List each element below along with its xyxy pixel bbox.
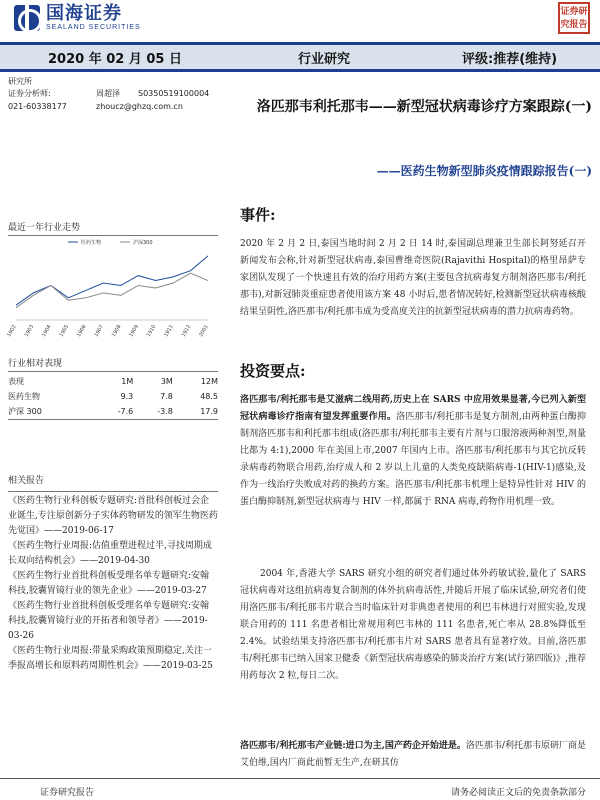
series-line-1: [16, 273, 208, 308]
point-3-bold: 洛匹那韦/利托那韦产业链:进口为主,国产药企开始进是。: [240, 741, 466, 751]
legend-label: 沪深300: [133, 240, 153, 246]
perf-header: 表现: [8, 377, 24, 386]
related-item[interactable]: 《医药生物行业周报:估值重塑进程过半,寻找周期成长双向结构机会》——2019-04-30: [8, 541, 212, 566]
perf-cell: -3.8: [157, 407, 173, 416]
points-heading: 投资要点:: [240, 362, 306, 380]
perf-header: 1M: [121, 377, 134, 386]
related-item[interactable]: 《医药生物行业首批科创板受理名单专题研究:安翰科技,胶囊胃镜行业的领先企业》——2019-03-27: [8, 571, 210, 596]
perf-cell: 7.8: [160, 392, 173, 401]
x-tick-label: 1908: [110, 324, 123, 339]
analyst-role: 证券分析师:: [8, 89, 51, 98]
perf-cell: 17.9: [200, 407, 218, 416]
perf-cell: 48.5: [200, 392, 218, 401]
trend-chart-svg: [8, 236, 218, 348]
footer-left: 证券研究报告: [40, 788, 95, 798]
x-tick-label: 1907: [93, 324, 106, 339]
footer-right: 请务必阅读正文后的免责条款部分: [450, 788, 586, 798]
x-tick-label: 1912: [180, 324, 193, 339]
x-tick-label: 2001: [198, 324, 210, 339]
analyst-phone: 021-60338177: [8, 102, 67, 111]
x-tick-label: 1906: [75, 324, 88, 339]
perf-header-row: [8, 374, 218, 389]
x-tick-label: 1909: [128, 324, 140, 339]
analyst-name: 周超泽: [96, 89, 120, 98]
point-1: [240, 392, 586, 511]
analyst-info: [8, 76, 218, 112]
perf-header: 12M: [200, 377, 218, 386]
x-tick-label: 1911: [163, 324, 175, 339]
legend-label: 医药生物: [81, 240, 102, 246]
x-tick-label: 1910: [145, 324, 158, 339]
dept: 研究所: [8, 77, 32, 86]
x-tick-label: 1905: [58, 324, 71, 339]
perf-table: [8, 374, 218, 420]
event-text: 2020 年 2 月 2 日,泰国当地时间 2 月 2 日 14 时,泰国副总理兼卫生部长阿努延召开新闻发布会称,针对新型冠状病毒,泰国曹维奇医院(Rajavithi Hospital)的格里昂萨专家团队发现了一个快速且有效的治疗用药方案(主要包含抗病毒复方制剂洛匹那韦/利托那韦),对新冠肺炎重症患者使用该方案 48 小时后,患者情况转好,检测新型冠状病毒核酸结果呈阴性,洛匹那韦/利托那韦成为受高度关注的抗新型冠状病毒的潜力抗病毒药物。: [240, 239, 586, 317]
trend-chart: [8, 220, 218, 350]
x-tick-label: 1903: [23, 324, 36, 339]
page-footer: [0, 778, 600, 800]
point-3: [240, 738, 586, 772]
report-type: 行业研究: [298, 51, 351, 67]
report-date: 2020 年 02 月 05 日: [48, 51, 182, 67]
perf-row: [8, 389, 218, 404]
analyst-email[interactable]: zhoucz@ghzq.com.cn: [96, 102, 183, 111]
related-item[interactable]: 《医药生物行业首批科创板受理名单专题研究:安翰科技,胶囊胃镜行业的开拓者和领导者》——2019-03-26: [8, 601, 210, 641]
report-title: 洛匹那韦利托那韦——新型冠状病毒诊疗方案跟踪(一): [256, 99, 592, 115]
report-subtitle: ——医药生物新型肺炎疫情跟踪报告(一): [376, 164, 592, 178]
point-3-text: 洛匹那韦/利托那韦原研厂商是艾伯维,国内厂商此前暂无生产,在研其仿: [240, 741, 586, 768]
perf-row-name: 沪深 300: [8, 407, 42, 416]
report-rating: 评级:推荐(维持): [462, 51, 558, 67]
chart-title: 最近一年行业走势: [8, 220, 218, 236]
report-info-bar: [0, 42, 600, 72]
point-1-bold: 洛匹那韦/利托那韦是艾滋病二线用药,历史上在 SARS 中应用效果显著,今已列入新型冠状病毒诊疗指南有望发挥重要作用。: [240, 395, 586, 422]
event-heading: 事件:: [240, 206, 276, 224]
perf-row-name: 医药生物: [8, 392, 40, 401]
point-1-text: 洛匹那韦/利托那韦是复方制剂,由两种蛋白酶抑制剂洛匹那韦和利托那韦组成(洛匹那韦/利托那韦主要有片剂与口服溶液两种剂型,剂量比都为 4:1),2000 年在美国上市,2007 年国内上市。洛匹那韦/利托那韦与其它抗反转录病毒药物联合用药,治疗成人和 2 岁以上儿童的人类免疫缺陷病毒-1(HIV-1)感染,及作为一线治疗失败成对药的换药方案。洛匹那韦/利托那韦机理上是特异性针对 HIV 的蛋白酶抑制剂,新型冠状病毒与 HIV 一样,都属于 RNA 病毒,药物作用机理一致。: [240, 412, 586, 507]
perf-title: 行业相对表现: [8, 356, 218, 372]
related-item[interactable]: 《医药生物行业周报:带量采购政策预期稳定,关注一季报高增长和原料药周期性机会》——2019-03-25: [8, 646, 213, 671]
perf-section: [8, 356, 218, 420]
perf-cell: 9.3: [120, 392, 134, 401]
sealand-logo-icon: [14, 5, 40, 31]
perf-header: 3M: [160, 377, 173, 386]
company-logo: [14, 4, 141, 31]
perf-row: [8, 404, 218, 420]
series-line-0: [16, 256, 208, 305]
x-tick-label: 1904: [41, 324, 53, 339]
logo-cn: 国海证券: [46, 3, 122, 24]
report-stamp: 证券研究报告: [558, 2, 590, 34]
perf-cell: -7.6: [117, 407, 134, 416]
x-tick-label: 1902: [6, 324, 18, 339]
related-title: 相关报告: [8, 474, 218, 492]
related-item[interactable]: 《医药生物行业科创板专题研究:首批科创板过会企业诞生,专注原创新分子实体药物研发的领军生物医药先觉国》——2019-06-17: [8, 496, 218, 536]
analyst-cert: S0350519100004: [138, 89, 210, 98]
logo-en: SEALAND SECURITIES: [46, 24, 141, 31]
point-2: 2004 年,香港大学 SARS 研究小组的研究者们通过体外药敏试验,量化了 SARS 冠状病毒对这组抗病毒复合制剂的体外抗病毒活性,并随后开展了临床试验,研究者们使用洛匹那韦/利托那韦片联合当时临床针对非典患者使用的利巴韦林进行对照实验,发现联合用药的 111 名患者相比常规用利巴韦林的 111 名患者,死亡率从 28.8%降低至 2.4%。试验结果支持洛匹那韦/利托那韦片对 SARS 患者具有显著疗效。目前,洛匹那韦/利托那韦已纳入国家卫健委《新型冠状病毒感染的肺炎治疗方案(试行第四版)》,推荐用药每次 2 粒,每日二次。: [240, 569, 586, 681]
related-reports: [8, 474, 218, 674]
